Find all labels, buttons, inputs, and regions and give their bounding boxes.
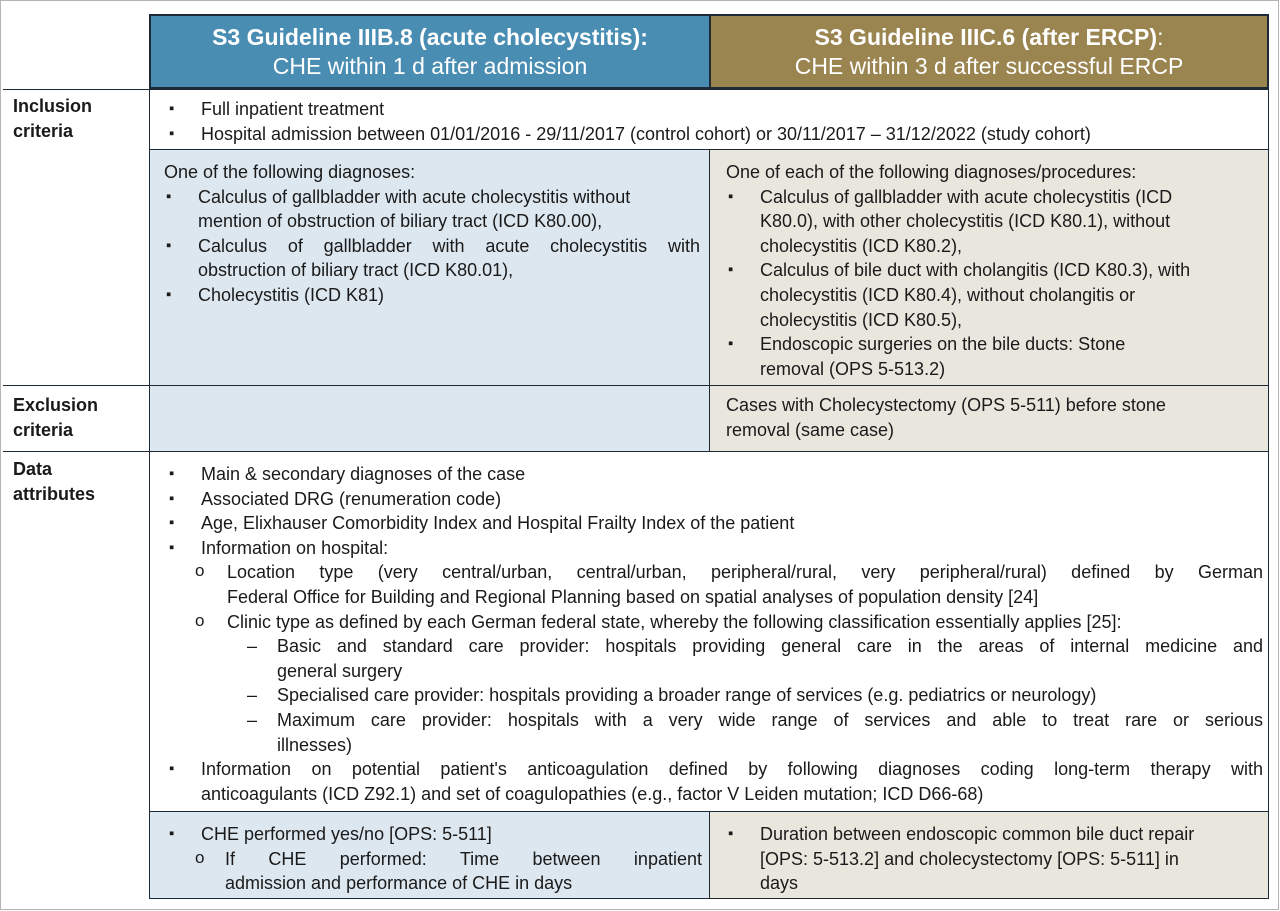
list-item	[164, 234, 700, 283]
list-item	[167, 757, 1263, 806]
row-label-exclusion	[13, 393, 98, 442]
list-item-line: illnesses)	[277, 734, 353, 755]
row-label-inclusion-line1: Inclusion	[13, 96, 93, 116]
row-label-exclusion-line1: Exclusion	[13, 395, 99, 415]
row-label-data-line2: attributes	[13, 483, 96, 504]
list-item-line: mention of obstruction of biliary tract (ICD K80.00),	[198, 211, 603, 232]
list-item	[726, 822, 1258, 896]
list-item-line: o Location type (very central/urban, central/urban, peripheral/rural, very peripheral/rural) defined by German	[227, 562, 1263, 583]
list-item: ▪ CHE performed yes/no [OPS: 5-511]	[167, 822, 702, 847]
column-divider	[709, 811, 710, 899]
list-item-line: admission and performance of CHE in days	[225, 873, 573, 894]
list-item	[167, 560, 1263, 609]
exclusion-left-cell	[150, 386, 710, 452]
row-label-exclusion-line2: criteria	[13, 419, 74, 440]
list-item	[167, 610, 1263, 635]
list-item-line: obstruction of biliary tract (ICD K80.01),	[198, 260, 514, 281]
list-item-line: – Basic and standard care provider: hospitals providing general care in the areas of internal medicine and	[277, 636, 1263, 657]
header-left-title: S3 Guideline IIIB.8 (acute cholecystitis):	[212, 24, 648, 50]
list-item	[167, 847, 702, 896]
list-item: ▪ Associated DRG (renumeration code)	[167, 487, 1263, 512]
inclusion-common-criteria	[167, 97, 1257, 146]
list-item-line: removal (OPS 5-513.2)	[760, 358, 946, 379]
list-item-line: cholecystitis (ICD K80.2),	[760, 235, 963, 256]
list-item-line: o Clinic type as defined by each German federal state, whereby the following classification essentially applies [25]:	[227, 611, 1122, 632]
list-item-line: cholecystitis (ICD K80.4), without cholangitis or	[760, 284, 1136, 305]
header-right-title: S3 Guideline IIIC.6 (after ERCP)	[814, 24, 1158, 50]
row-label-inclusion-line2: criteria	[13, 120, 74, 141]
list-item-line: cholecystitis (ICD K80.5),	[760, 309, 963, 330]
inclusion-left-intro: One of the following diagnoses:	[164, 162, 416, 182]
list-item: ▪ Full inpatient treatment	[167, 97, 1257, 122]
row-divider	[3, 89, 1269, 90]
list-item-line: K80.0), with other cholecystitis (ICD K80.1), without	[760, 211, 1171, 232]
list-item-line: ▪ Calculus of gallbladder with acute cholecystitis with	[198, 235, 700, 256]
list-item-line: ▪ Information on potential patient's anticoagulation defined by following diagnoses coding long-term therapy with	[201, 759, 1263, 780]
row-label-data-attributes	[13, 457, 95, 506]
list-item	[726, 332, 1258, 381]
column-divider	[1268, 89, 1269, 899]
list-item-line: ▪ Calculus of bile duct with cholangitis (ICD K80.3), with	[760, 260, 1191, 281]
header-guideline-iiib8	[149, 14, 711, 89]
list-item-line: ▪ Duration between endoscopic common bile duct repair	[760, 824, 1195, 844]
list-item	[726, 258, 1258, 332]
list-item	[167, 683, 1263, 708]
list-item	[167, 708, 1263, 757]
list-item-line: Federal Office for Building and Regional Planning based on spatial analyses of population density [24]	[227, 586, 1039, 607]
list-item: ▪ Information on hospital:	[167, 536, 1263, 561]
header-left-subtitle: CHE within 1 d after admission	[272, 53, 588, 79]
list-item-line: o If CHE performed: Time between inpatient	[225, 848, 702, 869]
list-item	[164, 185, 700, 234]
inclusion-right-cell	[710, 150, 1268, 386]
exclusion-text-line: Cases with Cholecystectomy (OPS 5-511) before stone	[726, 395, 1166, 415]
inclusion-right-intro: One of each of the following diagnoses/procedures:	[726, 162, 1137, 182]
list-item-line: days	[760, 873, 799, 894]
list-item	[167, 634, 1263, 683]
exclusion-text-line: removal (same case)	[726, 419, 895, 440]
list-item-line: ▪ Cholecystitis (ICD K81)	[198, 284, 385, 305]
list-item: ▪ Age, Elixhauser Comorbidity Index and Hospital Frailty Index of the patient	[167, 511, 1263, 536]
row-label-data-line1: Data	[13, 459, 53, 479]
list-item-line: – Specialised care provider: hospitals providing a broader range of services (e.g. pediatrics or neurology)	[277, 685, 1097, 706]
data-attributes-common	[167, 462, 1263, 806]
data-right-bottom-cell	[710, 812, 1268, 898]
list-item: ▪ Hospital admission between 01/01/2016 - 29/11/2017 (control cohort) or 30/11/2017 – 31/12/2022 (study cohort)	[167, 122, 1257, 147]
row-divider	[3, 451, 1269, 452]
row-divider	[3, 385, 1269, 386]
list-item-line: – Maximum care provider: hospitals with a very wide range of services and able to treat rare or serious	[277, 709, 1263, 730]
list-item-line: anticoagulants (ICD Z92.1) and set of coagulopathies (e.g., factor V Leiden mutation; ICD D66-68)	[201, 783, 984, 804]
list-item	[726, 185, 1258, 259]
header-right-subtitle: CHE within 3 d after successful ERCP	[794, 53, 1184, 79]
exclusion-right-cell	[710, 386, 1268, 452]
column-divider	[709, 149, 710, 386]
list-item-line: ▪ Calculus of gallbladder with acute cholecystitis without	[198, 186, 631, 207]
list-item-line: [OPS: 5-513.2] and cholecystectomy [OPS: 5-511] in	[760, 848, 1179, 869]
column-divider	[709, 385, 710, 452]
header-guideline-iiic6	[709, 14, 1269, 89]
list-item-line: general surgery	[277, 660, 403, 681]
list-item: ▪ Main & secondary diagnoses of the case	[167, 462, 1263, 487]
column-divider	[149, 89, 150, 899]
list-item-line: ▪ Calculus of gallbladder with acute cholecystitis (ICD	[760, 186, 1173, 207]
inclusion-left-cell	[150, 150, 710, 386]
row-label-inclusion	[13, 94, 92, 143]
data-left-bottom-cell	[150, 812, 710, 898]
list-item	[164, 283, 700, 308]
header-right-colon: :	[1157, 24, 1164, 50]
list-item-line: ▪ Endoscopic surgeries on the bile ducts: Stone	[760, 334, 1126, 355]
